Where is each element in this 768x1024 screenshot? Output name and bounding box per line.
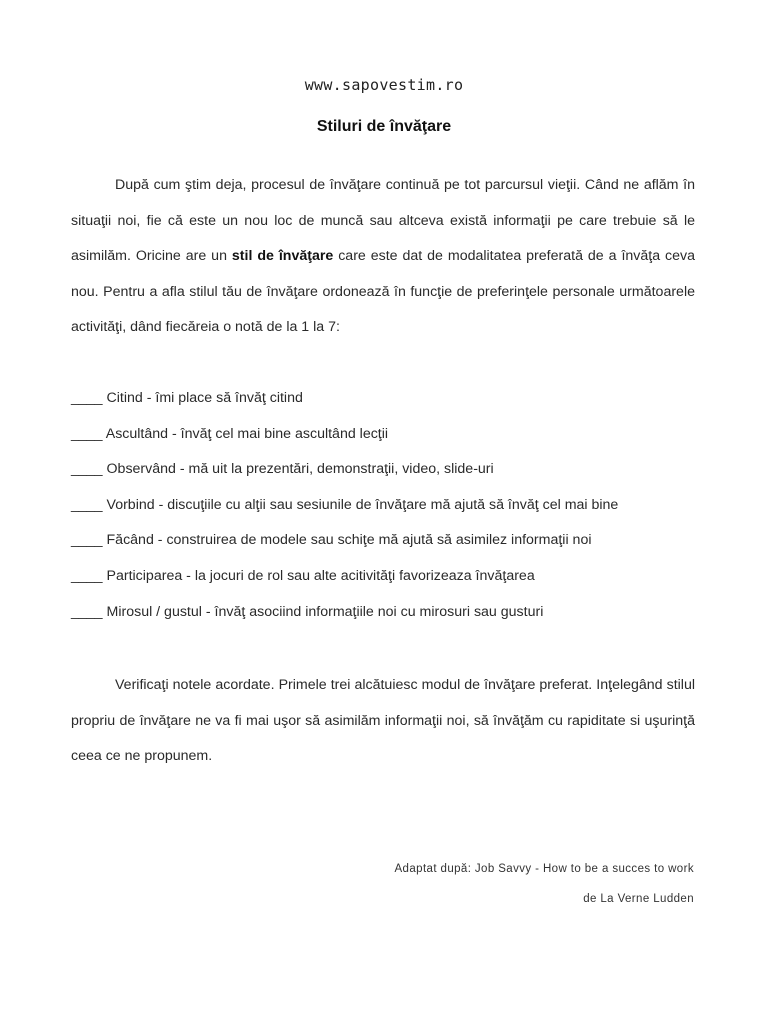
activity-text: Mirosul / gustul - învăţ asociind informaţiile noi cu mirosuri sau gusturi — [106, 603, 544, 620]
activity-text: Ascultând - învăţ cel mai bine ascultând lecţii — [105, 425, 389, 442]
intro-text-part1: După cum ştim deja, procesul de învăţare continuă pe tot parcursul vieţii. Când ne aflăm în situaţii noi, fie că este un nou loc de muncă sau altceva există informaţii pe care trebuie să le asimilăm. Oricine are un — [71, 177, 695, 264]
credit-author: de La Verne Ludden — [583, 893, 694, 905]
intro-paragraph — [71, 168, 695, 346]
activity-text: Vorbind - discuţiile cu alţii sau sesiunile de învăţare mă ajută să învăţ cel mai bine — [106, 496, 619, 513]
rating-blank: ____ — [71, 425, 103, 442]
rating-blank: ____ — [71, 532, 103, 549]
intro-text-part2: care este dat de modalitatea preferată de a învăţa ceva nou. Pentru a afla stilul tău de învăţare ordonează în funcţie de preferinţele personale următoarele activităţi, dând fiecăreia o notă de la 1 la 7: — [71, 248, 696, 335]
rating-blank: ____ — [71, 567, 103, 584]
conclusion-paragraph — [71, 668, 695, 775]
rating-blank: ____ — [71, 496, 103, 513]
activity-text: Citind - îmi place să învăţ citind — [106, 390, 303, 406]
list-item — [71, 559, 711, 595]
list-item — [71, 523, 711, 559]
rating-blank: ____ — [71, 390, 103, 406]
list-item — [71, 417, 711, 453]
rating-blank: ____ — [71, 461, 103, 478]
list-item — [71, 595, 711, 631]
activity-text: Făcând - construirea de modele sau schiţe mă ajută să asimilez informaţii noi — [106, 532, 592, 549]
conclusion-text: Verificaţi notele acordate. Primele trei alcătuiesc modul de învăţare preferat. Inţelegând stilul propriu de învăţare ne va fi mai uşor să asimilăm informaţii noi, să învăţăm cu rapiditate si uşurinţă ceea ce ne propunem. — [71, 677, 695, 764]
activity-text: Participarea - la jocuri de rol sau alte acitivităţi favorizeaza învăţarea — [106, 567, 535, 584]
list-item — [71, 381, 711, 417]
credit-source: Adaptat după: Job Savvy - How to be a succes to work — [394, 863, 694, 875]
list-item — [71, 488, 711, 524]
page-title: Stiluri de învăţare — [316, 118, 452, 135]
site-url: www.sapovestim.ro — [304, 76, 464, 94]
list-item — [71, 452, 711, 488]
activities-list — [71, 381, 711, 630]
rating-blank: ____ — [71, 603, 103, 620]
activity-text: Observând - mă uit la prezentări, demonstraţii, video, slide-uri — [106, 461, 494, 478]
intro-bold-term: stil de învăţare — [231, 248, 334, 264]
